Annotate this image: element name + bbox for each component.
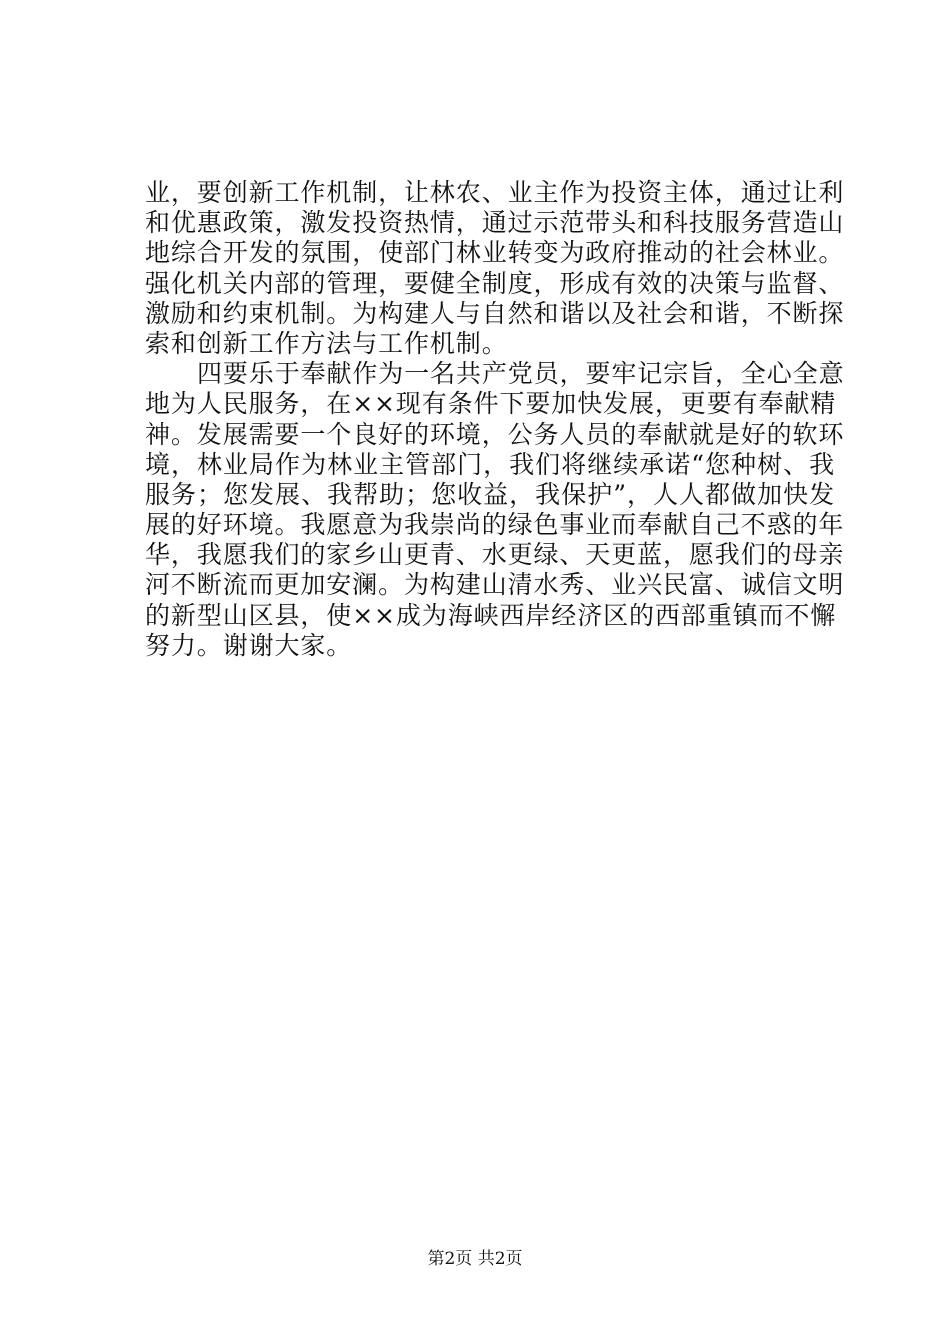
text-line-3: 地综合开发的氛围，使部门林业转变为政府推动的社会林业。 [145,238,845,268]
text-line-14: 河不断流而更加安澜。为构建山清水秀、业兴民富、诚信文明 [145,570,845,600]
text-line-15: 的新型山区县，使××成为海峡西岸经济区的西部重镇而不懈 [145,600,837,630]
text-line-6: 索和创新工作方法与工作机制。 [145,328,508,358]
text-line-12: 展的好环境。我愿意为我崇尚的绿色事业而奉献自己不惑的年 [145,510,845,540]
text-line-4: 强化机关内部的管理，要健全制度，形成有效的决策与监督、 [145,268,845,298]
text-line-2: 和优惠政策，激发投资热情，通过示范带头和科技服务营造山 [145,208,845,238]
text-line-1: 业，要创新工作机制，让林农、业主作为投资主体，通过让利 [145,178,845,207]
text-line-9: 神。发展需要一个良好的环境，公务人员的奉献就是好的软环 [145,419,845,449]
text-line-5: 激励和约束机制。为构建人与自然和谐以及社会和谐，不断探 [145,298,845,328]
text-line-13: 华，我愿我们的家乡山更青、水更绿、天更蓝，愿我们的母亲 [145,540,845,570]
page-number-footer: 第2页 共2页 [427,1249,523,1269]
text-line-10: 境，林业局作为林业主管部门，我们将继续承诺“您种树、我 [145,449,835,479]
text-line-7: 四要乐于奉献作为一名共产党员，要牢记宗旨，全心全意 [197,359,845,389]
text-line-11: 服务；您发展、我帮助；您收益，我保护”，人人都做加快发 [145,479,835,509]
text-line-8: 地为人民服务，在××现有条件下要加快发展，更要有奉献精 [145,389,837,419]
document-body [145,178,845,661]
text-line-16: 努力。谢谢大家。 [145,630,353,660]
